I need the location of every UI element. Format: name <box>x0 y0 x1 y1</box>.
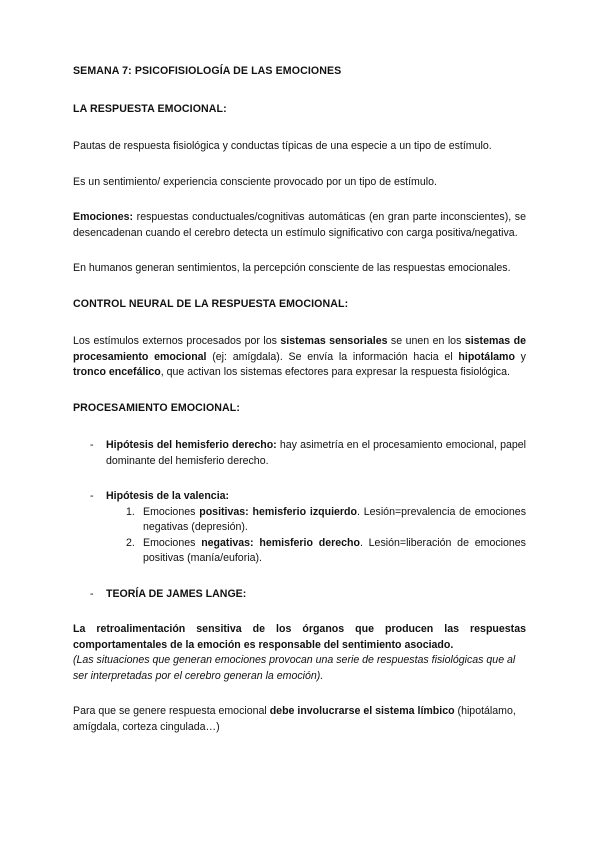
text-segment: se unen en los <box>387 335 465 347</box>
term-negativas: negativas: hemisferio derecho <box>201 536 360 549</box>
item-number: 1. <box>126 505 135 518</box>
term-hipotesis-hemisferio: Hipótesis del hemisferio derecho: <box>106 439 277 451</box>
bullet-dash: - <box>90 587 94 600</box>
text-segment: Emociones <box>143 505 200 518</box>
text-segment: Los estímulos externos procesados por los <box>73 335 281 347</box>
text-segment: (hipotálamo, amígdala, corteza cingulada…) <box>73 705 516 733</box>
paragraph-sentimiento: Es un sentimiento/ experiencia consciente provocado por un tipo de estímulo. <box>73 175 437 188</box>
numbered-item <box>126 505 526 536</box>
emociones-term: Emociones: <box>73 211 134 223</box>
term-tronco-encefalico: tronco encefálico <box>73 366 161 378</box>
numbered-item-text <box>143 505 526 536</box>
term-sistema-limbico: debe involucrarse el sistema límbico <box>269 705 455 717</box>
list-item-hemisferio-derecho <box>73 438 526 469</box>
item-number: 2. <box>126 536 135 549</box>
emociones-definition: respuestas conductuales/cognitivas automáticas (en gran parte inconscientes), se desencadenan cuando el cerebro detecta un estímulo significativo con carga positiva/negativa. <box>73 211 526 239</box>
term-positivas: positivas: hemisferio izquierdo <box>199 505 357 518</box>
paragraph-retroalimentacion <box>73 622 526 653</box>
numbered-item <box>126 536 526 567</box>
bullet-dash: - <box>90 490 94 502</box>
list-item-valencia <box>73 489 526 505</box>
bullet-text <box>106 587 526 603</box>
paragraph-humanos: En humanos generan sentimientos, la percepción consciente de las respuestas emocionales. <box>73 262 511 274</box>
list-item-james-lange <box>73 587 526 603</box>
paragraph-italic-note: (Las situaciones que generan emociones provocan una serie de respuestas fisiológicas que al ser interpretadas por el cerebro generan la emoción). <box>73 654 516 682</box>
text-segment: . Lesión=prevalencia de emociones negativas (depresión). <box>143 505 526 533</box>
bullet-text <box>106 489 526 505</box>
bold-statement: La retroalimentación sensitiva de los órganos que producen las respuestas comportamentales de la emoción es responsable del sentimiento asociado. <box>73 623 526 651</box>
numbered-list <box>126 505 526 567</box>
text-segment: . Lesión=liberación de emociones positivas (manía/euforia). <box>143 536 526 564</box>
paragraph-emociones <box>73 210 526 241</box>
term-teoria-james-lange: TEORÍA DE JAMES LANGE: <box>106 587 247 600</box>
document-title: SEMANA 7: PSICOFISIOLOGÍA DE LAS EMOCIONES <box>73 65 342 77</box>
text-segment: (ej: amígdala). Se envía la información hacia el <box>206 350 459 363</box>
paragraph-sistema-limbico <box>73 704 526 735</box>
bullet-text <box>106 438 526 469</box>
section-heading-respuesta-emocional: LA RESPUESTA EMOCIONAL: <box>73 102 227 115</box>
paragraph-control-neural <box>73 334 526 381</box>
term-hipotalamo: hipotálamo <box>458 350 515 363</box>
term-hipotesis-valencia: Hipótesis de la valencia: <box>106 490 230 502</box>
section-heading-procesamiento: PROCESAMIENTO EMOCIONAL: <box>73 401 241 414</box>
term-sistemas-sensoriales: sistemas sensoriales <box>280 335 388 347</box>
bullet-dash: - <box>90 439 94 451</box>
paragraph-pautas: Pautas de respuesta fisiológica y conductas típicas de una especie a un tipo de estímulo. <box>73 140 492 152</box>
text-segment: y <box>514 350 526 363</box>
text-segment: hay asimetría en el procesamiento emocional, papel dominante del hemisferio derecho. <box>106 439 526 467</box>
numbered-item-text <box>143 536 526 567</box>
document-page <box>73 64 526 735</box>
term-sistemas-procesamiento: sistemas de procesamiento emocional <box>73 335 526 363</box>
section-heading-control-neural: CONTROL NEURAL DE LA RESPUESTA EMOCIONAL: <box>73 297 349 310</box>
text-segment: Emociones <box>143 536 202 549</box>
text-segment: , que activan los sistemas efectores para expresar la respuesta fisiológica. <box>160 366 510 378</box>
text-segment: Para que se genere respuesta emocional <box>73 705 270 717</box>
